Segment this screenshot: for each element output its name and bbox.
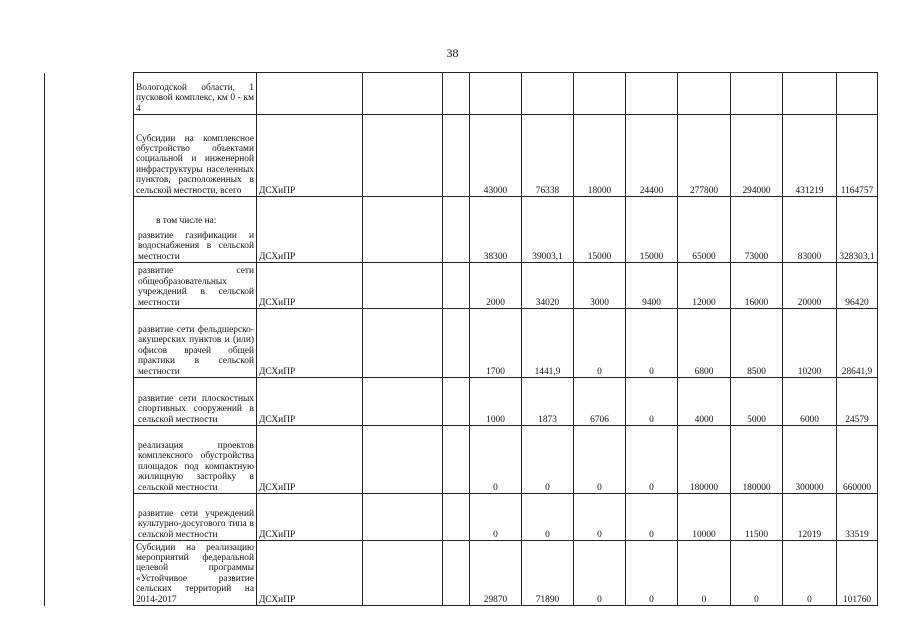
value-cell: 101760 — [837, 541, 878, 606]
value-cell: 277800 — [678, 115, 731, 197]
value-cell — [470, 73, 522, 115]
value-cell: 294000 — [731, 115, 783, 197]
value-cell: 0 — [678, 541, 731, 606]
value-cell: 0 — [574, 494, 626, 541]
value-cell: 16000 — [731, 263, 783, 309]
row-org: ДСХиПР — [257, 309, 363, 378]
value-cell — [837, 73, 878, 115]
table-row — [45, 426, 878, 494]
row-name-prefix: в том числе на: — [156, 216, 217, 227]
row-name: реализация проектов комплексного обустройства площадок под компактную жилищную застройку в сельской местности — [134, 426, 257, 494]
value-cell: 8500 — [731, 309, 783, 378]
value-cell: 9400 — [626, 263, 678, 309]
value-cell — [731, 73, 783, 115]
row-org: ДСХиПР — [257, 197, 363, 263]
row-name: Вологодской области, 1 пусковой комплекс, км 0 - км 4 — [134, 73, 257, 115]
value-cell: 431219 — [783, 115, 837, 197]
value-cell: 0 — [470, 426, 522, 494]
value-cell: 11500 — [731, 494, 783, 541]
value-cell: 20000 — [783, 263, 837, 309]
value-cell — [626, 73, 678, 115]
value-cell: 96420 — [837, 263, 878, 309]
value-cell: 24400 — [626, 115, 678, 197]
value-cell: 65000 — [678, 197, 731, 263]
row-name — [134, 197, 257, 263]
value-cell: 39003,1 — [522, 197, 574, 263]
table-row — [45, 73, 878, 115]
value-cell — [522, 73, 574, 115]
value-cell: 10200 — [783, 309, 837, 378]
value-cell: 660000 — [837, 426, 878, 494]
table-row — [45, 378, 878, 426]
value-cell: 5000 — [731, 378, 783, 426]
value-cell: 10000 — [678, 494, 731, 541]
row-org: ДСХиПР — [257, 494, 363, 541]
value-cell: 0 — [574, 309, 626, 378]
table-row — [45, 263, 878, 309]
value-cell: 4000 — [678, 378, 731, 426]
value-cell: 180000 — [678, 426, 731, 494]
row-name: Субсидии на комплексное обустройство объектами социальной и инженерной инфраструктуры населенных пунктов, расположенных в сельской местности, всего — [134, 115, 257, 197]
row-name-detail: развитие газификации и водоснабжения в сельской местности — [138, 230, 254, 262]
table-cell — [45, 73, 134, 115]
value-cell: 15000 — [626, 197, 678, 263]
value-cell: 24579 — [837, 378, 878, 426]
value-cell: 1000 — [470, 378, 522, 426]
row-org: ДСХиПР — [257, 541, 363, 606]
value-cell: 1164757 — [837, 115, 878, 197]
row-org: ДСХиПР — [257, 115, 363, 197]
value-cell: 33519 — [837, 494, 878, 541]
value-cell: 6800 — [678, 309, 731, 378]
row-name: Субсидии на реализацию мероприятий федеральной целевой программы «Устойчивое развитие сельских территорий на 2014-2017 — [134, 541, 257, 606]
value-cell: 0 — [626, 309, 678, 378]
row-org — [257, 73, 363, 115]
value-cell: 29870 — [470, 541, 522, 606]
value-cell: 0 — [574, 541, 626, 606]
value-cell: 0 — [731, 541, 783, 606]
table-row — [45, 309, 878, 378]
value-cell: 43000 — [470, 115, 522, 197]
value-cell: 6000 — [783, 378, 837, 426]
table-row — [45, 115, 878, 197]
value-cell: 0 — [626, 541, 678, 606]
value-cell: 12000 — [678, 263, 731, 309]
value-cell: 15000 — [574, 197, 626, 263]
row-name: развитие сети фельдшерско-акушерских пунктов и (или) офисов врачей общей практики в сельской местности — [134, 309, 257, 378]
value-cell: 0 — [783, 541, 837, 606]
value-cell: 6706 — [574, 378, 626, 426]
value-cell: 0 — [626, 494, 678, 541]
row-name: развитие сети учреждений культурно-досугового типа в сельской местности — [134, 494, 257, 541]
value-cell: 300000 — [783, 426, 837, 494]
table-row — [45, 494, 878, 541]
value-cell: 28641,9 — [837, 309, 878, 378]
value-cell: 1700 — [470, 309, 522, 378]
value-cell: 2000 — [470, 263, 522, 309]
value-cell: 0 — [626, 378, 678, 426]
value-cell: 12019 — [783, 494, 837, 541]
value-cell: 71890 — [522, 541, 574, 606]
value-cell: 76338 — [522, 115, 574, 197]
budget-table — [44, 72, 878, 606]
row-org: ДСХиПР — [257, 426, 363, 494]
value-cell: 38300 — [470, 197, 522, 263]
value-cell: 83000 — [783, 197, 837, 263]
page-number: 38 — [446, 46, 459, 60]
table-row — [45, 197, 878, 263]
row-org: ДСХиПР — [257, 378, 363, 426]
value-cell: 0 — [522, 494, 574, 541]
value-cell: 0 — [574, 426, 626, 494]
row-org: ДСХиПР — [257, 263, 363, 309]
value-cell: 328303,1 — [837, 197, 878, 263]
value-cell — [783, 73, 837, 115]
value-cell: 0 — [470, 494, 522, 541]
value-cell — [574, 73, 626, 115]
value-cell: 0 — [522, 426, 574, 494]
value-cell: 3000 — [574, 263, 626, 309]
row-name: развитие сети общеобразовательных учреждений в сельской местности — [134, 263, 257, 309]
value-cell: 0 — [626, 426, 678, 494]
value-cell: 34020 — [522, 263, 574, 309]
value-cell: 1873 — [522, 378, 574, 426]
value-cell — [678, 73, 731, 115]
value-cell: 18000 — [574, 115, 626, 197]
row-name: развитие сети плоскостных спортивных сооружений в сельской местности — [134, 378, 257, 426]
table-row — [45, 541, 878, 606]
value-cell: 73000 — [731, 197, 783, 263]
value-cell: 180000 — [731, 426, 783, 494]
value-cell: 1441,9 — [522, 309, 574, 378]
